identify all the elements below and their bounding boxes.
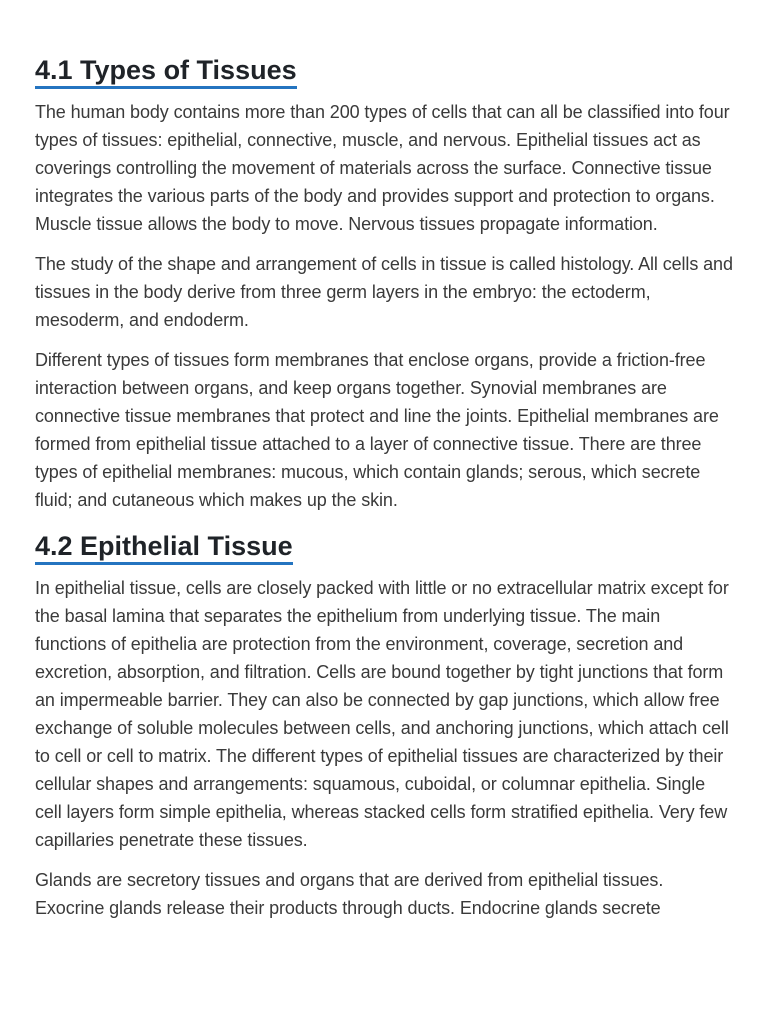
paragraph: Different types of tissues form membranes that enclose organs, provide a friction-free interaction between organs, and keep organs together. Synovial membranes are connective tissue membranes that protect and line the joints. Epithelial membranes are formed from epithelial tissue attached to a layer of connective tissue. There are three types of epithelial membranes: mucous, which contain glands; serous, which secrete fluid; and cutaneous which makes up the skin. [35,350,719,510]
section-heading-link[interactable]: 4.2 Epithelial Tissue [35,530,293,565]
section-types-of-tissues [35,50,733,514]
section-heading [35,50,733,90]
section-heading [35,526,733,566]
paragraph: The study of the shape and arrangement of cells in tissue is called histology. All cells and tissues in the body derive from three germ layers in the embryo: the ectoderm, mesoderm, and endoderm. [35,254,733,330]
paragraph: In epithelial tissue, cells are closely packed with little or no extracellular matrix except for the basal lamina that separates the epithelium from underlying tissue. The main functions of epithelia are protection from the environment, coverage, secretion and excretion, absorption, and filtration. Cells are bound together by tight junctions that form an impermeable barrier. They can also be connected by gap junctions, which allow free exchange of soluble molecules between cells, and anchoring junctions, which attach cell to cell or cell to matrix. The different types of epithelial tissues are characterized by their cellular shapes and arrangements: squamous, cuboidal, or columnar epithelia. Single cell layers form simple epithelia, whereas stacked cells form stratified epithelia. Very few capillaries penetrate these tissues. [35,578,729,850]
paragraph: Glands are secretory tissues and organs that are derived from epithelial tissues. Exocrine glands release their products through ducts. Endocrine glands secrete [35,870,664,918]
paragraph: The human body contains more than 200 types of cells that can all be classified into four types of tissues: epithelial, connective, muscle, and nervous. Epithelial tissues act as coverings controlling the movement of materials across the surface. Connective tissue integrates the various parts of the body and provides support and protection to organs. Muscle tissue allows the body to move. Nervous tissues propagate information. [35,102,730,234]
section-epithelial-tissue [35,526,733,922]
section-heading-link[interactable]: 4.1 Types of Tissues [35,54,297,89]
